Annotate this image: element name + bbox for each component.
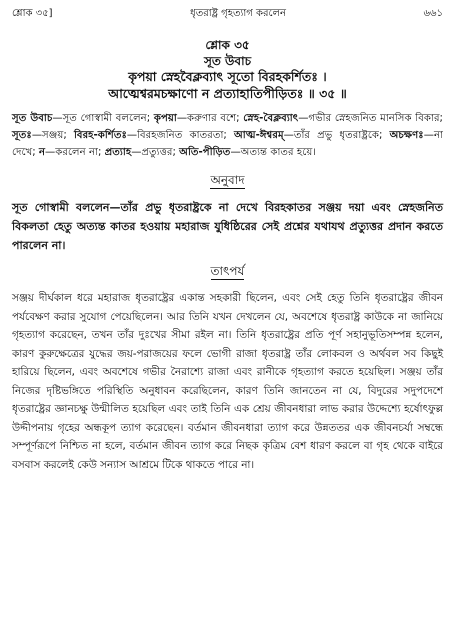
purport-paragraph: সঞ্জয় দীর্ঘকাল ধরে মহারাজ ধৃতরাষ্ট্রের একান্ত সহকারী ছিলেন, এবং সেই হেতু তিনি ধৃতরাষ্ট্রের জীবন পর্যবেক্ষণ করার সুযোগ পেয়েছিলেন। আর তিনি যখন দেখলেন যে, অবশেষে ধৃতরাষ্ট্র কাউকে না জানিয়ে গৃহত্যাগ করেছেন, তখন তাঁর দুঃখের সীমা রইল না। তিনি ধৃতরাষ্ট্রের প্রতি পূর্ণ সহানুভূতিসম্পন্ন হলেন, কারণ কুরুক্ষেত্রের যুদ্ধের জয়-পরাজয়ের ফলে ভোগী রাজা ধৃতরাষ্ট্র তাঁর লোকবল ও অর্থবল সব কিছুই হারিয়ে ছিলেন, এবং অবশেষে গভীর নৈরাশ্যে রাজা এবং রানীকে গৃহত্যাগ করতে হয়েছিল। সঞ্জয় তাঁর নিজের দৃষ্টিভঙ্গিতে পরিস্থিতি অনুধাবন করেছিলেন, কারণ তিনি জানতেন না যে, বিদুরের সদুপদেশে ধৃতরাষ্ট্রের জ্ঞানচক্ষু উন্মীলিত হয়েছিল এবং তাই তিনি এক শ্রেয় জীবনধারা লাভ করার উদ্দেশ্যে হর্ষোৎফুল্ল উদ্দীপনায় গৃহের অন্ধকূপ ত্যাগ করেছেন। বর্তমান জীবনধারা ত্যাগ করে উন্নততর এক জীবনচর্যা সম্বন্ধে সম্পূর্ণরূপে নিশ্চিত না হলে, বর্তমান জীবন ত্যাগ করে নিছক কৃত্রিম বেশ ধারণ করলে বা গৃহ থেকে বাইরে বসবাস করলেই কেউ সন্যাস আশ্রমে টিকে থাকতে পারে না। bbox=[12, 292, 443, 471]
synonym-term: সূত উবাচ bbox=[12, 113, 53, 125]
synonym-meaning: তাঁর প্রভু ধৃতরাষ্ট্রকে; bbox=[293, 129, 383, 141]
synonym-meaning: সূত গোস্বামী বললেন; bbox=[62, 113, 151, 125]
synonyms-paragraph: সূত উবাচ—সূত গোস্বামী বললেন; কৃপয়া—করুণার বশে; স্নেহ-বৈক্লব্যাৎ—গভীর স্নেহজনিত মানসিক বিকার; সূতঃ—সঞ্জয়; বিরহ-কর্শিতঃ—বিরহজনিত কাতরতা; আত্ম-ঈশ্বরম্—তাঁর প্রভু ধৃতরাষ্ট্রকে; অচক্ষণঃ—না দেখে; ন—করলেন না; প্রত্যাহ—প্রত্যুত্তর; অতি-পীড়িত—অত্যন্ত কাতর হয়ে। bbox=[12, 113, 443, 158]
verse-block bbox=[12, 37, 443, 103]
synonym-term: স্নেহ-বৈক্লব্যাৎ bbox=[243, 113, 299, 125]
verse-line-2: আত্মেশ্বরমচক্ষাণো ন প্রত্যাহাতিপীড়িতঃ ॥ ৩৫ ॥ bbox=[108, 86, 347, 102]
synonym-meaning: করলেন না; bbox=[55, 146, 102, 158]
translation-heading bbox=[12, 172, 443, 192]
verse-line-1: কৃপয়া স্নেহবৈক্লব্যাৎ সূতো বিরহকর্শিতঃ । bbox=[128, 69, 327, 85]
purport-heading-text: তাৎপর্য bbox=[210, 264, 245, 279]
header-verse-ref: শ্লোক ৩৫] bbox=[12, 8, 53, 19]
synonym-meaning: গভীর স্নেহজনিত মানসিক বিকার; bbox=[308, 113, 443, 125]
synonym-term: অচক্ষণঃ bbox=[389, 129, 424, 141]
synonym-meaning: অত্যন্ত কাতর হয়ে। bbox=[240, 146, 316, 158]
synonym-meaning: সঞ্জয়; bbox=[42, 129, 67, 141]
synonym-term: কৃপয়া bbox=[153, 113, 177, 125]
synonym-meaning: না দেখে; bbox=[12, 129, 443, 158]
synonym-meaning: বিরহজনিত কাতরতা; bbox=[137, 129, 227, 141]
synonym-meaning: করুণার বশে; bbox=[187, 113, 240, 125]
verse-speaker: সূত উবাচ bbox=[203, 54, 252, 69]
purport-heading bbox=[12, 263, 443, 283]
verse-number: শ্লোক ৩৫ bbox=[205, 38, 250, 52]
translation-heading-text: অনুবাদ bbox=[210, 172, 245, 187]
synonym-meaning: প্রত্যুত্তর; bbox=[141, 146, 176, 158]
page-number: ৬৬১ bbox=[423, 8, 443, 19]
synonym-term: প্রত্যাহ bbox=[104, 146, 132, 158]
synonym-term: আত্ম-ঈশ্বরম্ bbox=[233, 129, 284, 141]
synonym-term: ন bbox=[38, 146, 46, 158]
synonym-term: অতি-পীড়িত bbox=[179, 146, 231, 158]
header-chapter-title: ধৃতরাষ্ট্র গৃহত্যাগ করলেন bbox=[190, 8, 286, 19]
page-header bbox=[12, 6, 443, 23]
synonym-term: বিরহ-কর্শিতঃ bbox=[73, 129, 127, 141]
translation-paragraph: সূত গোস্বামী বললেন—তাঁর প্রভু ধৃতরাষ্ট্রকে না দেখে বিরহকাতর সঞ্জয় দয়া এবং স্নেহজনিত বিকলতা হেতু অত্যন্ত কাতর হওয়ায় মহারাজ যুধিষ্ঠিরের সেই প্রশ্নের যথাযথ প্রত্যুত্তর প্রদান করতে পারলেন না। bbox=[12, 200, 443, 253]
synonym-term: সূতঃ bbox=[12, 129, 32, 141]
